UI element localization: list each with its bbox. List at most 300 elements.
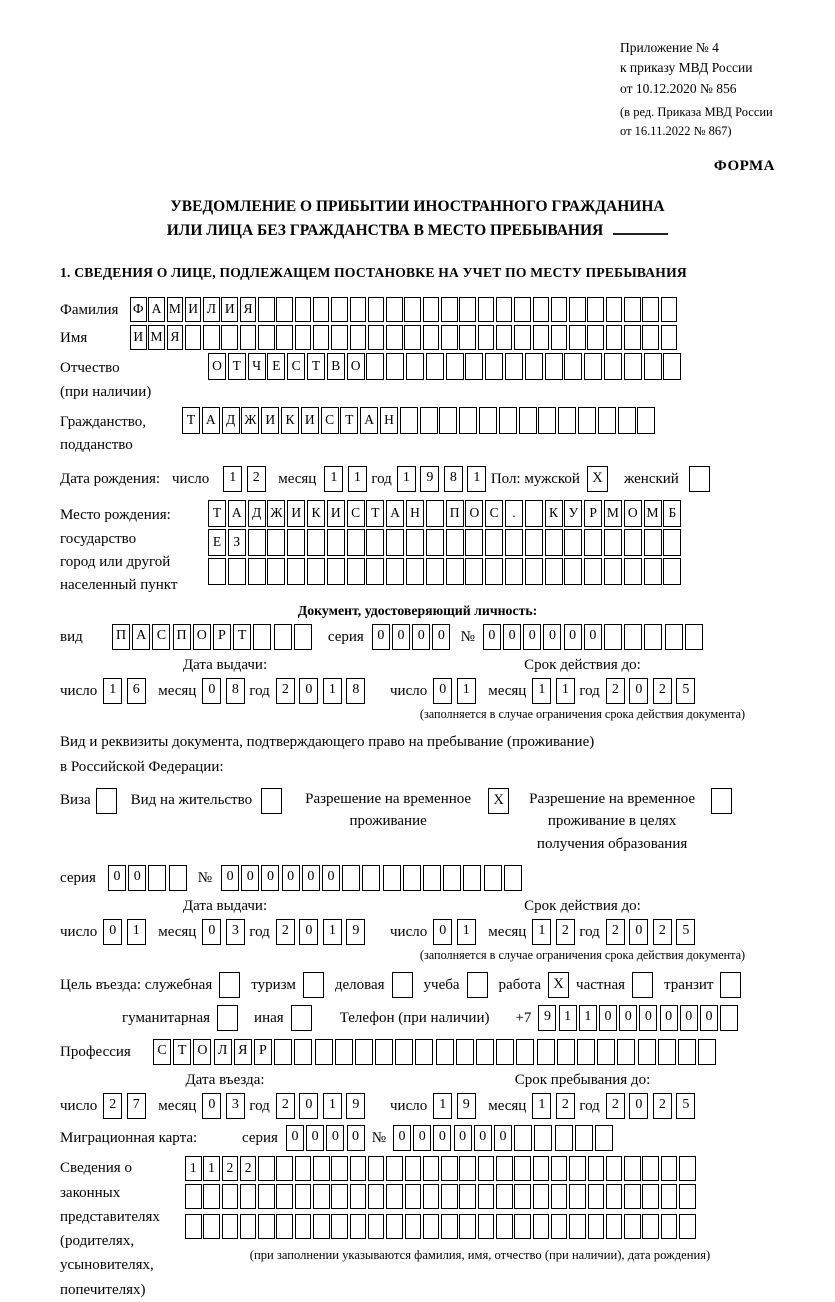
form-cell[interactable] <box>514 1184 531 1209</box>
form-cell[interactable] <box>386 558 404 585</box>
form-cell[interactable]: 1 <box>103 678 122 704</box>
form-cell[interactable]: С <box>485 500 503 527</box>
form-cell[interactable]: 0 <box>543 624 561 650</box>
form-cell[interactable] <box>551 1214 568 1239</box>
form-cell[interactable] <box>185 1214 202 1239</box>
form-cell[interactable] <box>663 558 681 585</box>
form-cell[interactable]: 0 <box>639 1005 657 1031</box>
form-cell[interactable]: Т <box>233 624 251 650</box>
form-cell[interactable]: М <box>604 500 622 527</box>
form-cell[interactable] <box>366 353 384 380</box>
form-cell[interactable]: 1 <box>348 466 367 492</box>
form-cell[interactable] <box>533 1184 550 1209</box>
form-cell[interactable] <box>661 1156 678 1181</box>
form-cell[interactable] <box>423 325 440 350</box>
form-cell[interactable] <box>383 865 401 891</box>
form-cell[interactable] <box>476 1039 494 1065</box>
form-cell[interactable] <box>525 558 543 585</box>
identity-expiry-year-cells[interactable] <box>606 678 700 704</box>
form-cell[interactable]: 6 <box>127 678 146 704</box>
form-cell[interactable] <box>459 297 476 322</box>
form-cell[interactable] <box>604 353 622 380</box>
form-cell[interactable]: 2 <box>653 678 672 704</box>
form-cell[interactable] <box>644 529 662 556</box>
form-cell[interactable] <box>514 1214 531 1239</box>
form-cell[interactable] <box>404 297 421 322</box>
form-cell[interactable] <box>386 529 404 556</box>
form-cell[interactable] <box>446 558 464 585</box>
form-cell[interactable] <box>327 558 345 585</box>
form-cell[interactable]: 1 <box>203 1156 220 1181</box>
form-cell[interactable] <box>564 558 582 585</box>
form-cell[interactable] <box>368 1156 385 1181</box>
residence-issue-month-cells[interactable] <box>202 919 249 945</box>
form-cell[interactable] <box>485 353 503 380</box>
form-cell[interactable] <box>350 1184 367 1209</box>
form-cell[interactable]: 0 <box>483 624 501 650</box>
form-cell[interactable]: 9 <box>346 1093 365 1119</box>
form-cell[interactable] <box>405 1156 422 1181</box>
form-cell[interactable] <box>698 1039 716 1065</box>
form-cell[interactable] <box>642 325 659 350</box>
form-cell[interactable] <box>295 1156 312 1181</box>
form-cell[interactable]: И <box>287 500 305 527</box>
form-cell[interactable] <box>276 1156 293 1181</box>
form-cell[interactable]: Р <box>584 500 602 527</box>
form-cell[interactable]: Б <box>663 500 681 527</box>
form-cell[interactable] <box>169 865 187 891</box>
form-cell[interactable] <box>426 353 444 380</box>
form-cell[interactable] <box>294 624 312 650</box>
entry-day-cells[interactable] <box>103 1093 150 1119</box>
legal-reps-row3-cells[interactable] <box>185 1214 697 1239</box>
form-cell[interactable]: 0 <box>433 1125 451 1151</box>
form-cell[interactable] <box>465 558 483 585</box>
form-cell[interactable]: 0 <box>299 1093 318 1119</box>
form-cell[interactable] <box>287 558 305 585</box>
form-cell[interactable] <box>533 1214 550 1239</box>
identity-issue-year-cells[interactable] <box>276 678 370 704</box>
form-cell[interactable] <box>661 325 678 350</box>
form-cell[interactable] <box>439 407 457 434</box>
form-cell[interactable] <box>584 558 602 585</box>
form-cell[interactable]: О <box>624 500 642 527</box>
residence-expiry-month-cells[interactable] <box>532 919 579 945</box>
form-cell[interactable]: У <box>564 500 582 527</box>
residence-series-cells[interactable] <box>108 865 189 891</box>
form-cell[interactable] <box>505 529 523 556</box>
form-cell[interactable]: 9 <box>457 1093 476 1119</box>
form-cell[interactable]: 0 <box>433 678 452 704</box>
form-cell[interactable]: 0 <box>286 1125 304 1151</box>
form-cell[interactable] <box>441 297 458 322</box>
form-cell[interactable] <box>366 558 384 585</box>
form-cell[interactable]: 0 <box>241 865 259 891</box>
form-cell[interactable]: О <box>193 1039 211 1065</box>
form-cell[interactable]: 0 <box>261 865 279 891</box>
form-cell[interactable] <box>584 529 602 556</box>
purpose-other-checkbox[interactable] <box>291 1005 312 1031</box>
form-cell[interactable] <box>624 297 641 322</box>
citizenship-cells[interactable] <box>182 407 657 434</box>
form-cell[interactable] <box>405 1214 422 1239</box>
form-cell[interactable] <box>642 297 659 322</box>
form-cell[interactable]: П <box>446 500 464 527</box>
form-cell[interactable]: 2 <box>247 466 266 492</box>
form-cell[interactable]: 0 <box>392 624 410 650</box>
purpose-official-checkbox[interactable] <box>219 972 240 998</box>
form-cell[interactable] <box>185 325 202 350</box>
form-cell[interactable] <box>240 325 257 350</box>
form-cell[interactable]: 0 <box>474 1125 492 1151</box>
form-cell[interactable]: Е <box>267 353 285 380</box>
surname-cells[interactable] <box>130 297 679 322</box>
form-cell[interactable] <box>258 1214 275 1239</box>
form-cell[interactable] <box>258 1184 275 1209</box>
doc-kind-cells[interactable] <box>112 624 314 650</box>
birth-place-row2-cells[interactable] <box>208 529 683 556</box>
form-cell[interactable]: 5 <box>676 919 695 945</box>
form-cell[interactable] <box>499 407 517 434</box>
form-cell[interactable] <box>606 297 623 322</box>
form-cell[interactable]: 0 <box>660 1005 678 1031</box>
form-cell[interactable]: 0 <box>108 865 126 891</box>
form-cell[interactable] <box>276 325 293 350</box>
form-cell[interactable] <box>350 1214 367 1239</box>
residence-permit-checkbox[interactable] <box>261 788 282 814</box>
form-cell[interactable]: 0 <box>494 1125 512 1151</box>
form-cell[interactable] <box>148 865 166 891</box>
form-cell[interactable]: 0 <box>322 865 340 891</box>
residence-expiry-year-cells[interactable] <box>606 919 700 945</box>
form-cell[interactable] <box>443 865 461 891</box>
form-cell[interactable]: 9 <box>420 466 439 492</box>
form-cell[interactable] <box>496 1184 513 1209</box>
form-cell[interactable] <box>276 1184 293 1209</box>
form-cell[interactable] <box>368 325 385 350</box>
purpose-work-checkbox[interactable]: X <box>548 972 569 998</box>
form-cell[interactable] <box>368 297 385 322</box>
form-cell[interactable]: С <box>152 624 170 650</box>
birth-year-cells[interactable] <box>397 466 491 492</box>
form-cell[interactable] <box>423 1156 440 1181</box>
form-cell[interactable] <box>248 529 266 556</box>
form-cell[interactable] <box>569 1214 586 1239</box>
form-cell[interactable] <box>342 865 360 891</box>
form-cell[interactable]: 0 <box>202 678 221 704</box>
form-cell[interactable] <box>538 407 556 434</box>
sex-female-checkbox[interactable] <box>689 466 710 492</box>
form-cell[interactable] <box>588 1156 605 1181</box>
form-cell[interactable]: . <box>505 500 523 527</box>
form-cell[interactable] <box>423 1214 440 1239</box>
form-cell[interactable]: А <box>386 500 404 527</box>
form-cell[interactable] <box>362 865 380 891</box>
form-cell[interactable] <box>679 1156 696 1181</box>
form-cell[interactable] <box>406 529 424 556</box>
form-cell[interactable]: А <box>132 624 150 650</box>
form-cell[interactable] <box>185 1184 202 1209</box>
form-cell[interactable] <box>624 558 642 585</box>
form-cell[interactable] <box>545 529 563 556</box>
temp-permit-checkbox[interactable]: X <box>488 788 509 814</box>
form-cell[interactable]: 0 <box>680 1005 698 1031</box>
form-cell[interactable]: 0 <box>454 1125 472 1151</box>
form-cell[interactable]: Л <box>214 1039 232 1065</box>
purpose-tourism-checkbox[interactable] <box>303 972 324 998</box>
migration-number-cells[interactable] <box>393 1125 615 1151</box>
form-cell[interactable] <box>459 1214 476 1239</box>
identity-issue-day-cells[interactable] <box>103 678 150 704</box>
form-cell[interactable] <box>203 325 220 350</box>
visa-checkbox[interactable] <box>96 788 117 814</box>
form-cell[interactable]: Е <box>208 529 226 556</box>
stay-until-day-cells[interactable] <box>433 1093 480 1119</box>
form-cell[interactable] <box>587 325 604 350</box>
form-cell[interactable] <box>415 1039 433 1065</box>
form-cell[interactable] <box>533 325 550 350</box>
form-cell[interactable] <box>644 353 662 380</box>
form-cell[interactable] <box>441 1184 458 1209</box>
form-cell[interactable] <box>679 1184 696 1209</box>
migration-series-cells[interactable] <box>286 1125 367 1151</box>
form-cell[interactable] <box>496 297 513 322</box>
form-cell[interactable] <box>514 325 531 350</box>
form-cell[interactable]: 2 <box>606 678 625 704</box>
residence-issue-year-cells[interactable] <box>276 919 370 945</box>
form-cell[interactable] <box>459 407 477 434</box>
form-cell[interactable]: 0 <box>433 919 452 945</box>
identity-expiry-day-cells[interactable] <box>433 678 480 704</box>
form-cell[interactable] <box>406 558 424 585</box>
form-cell[interactable]: 0 <box>413 1125 431 1151</box>
form-cell[interactable]: 3 <box>226 919 245 945</box>
form-cell[interactable]: Ж <box>241 407 259 434</box>
form-cell[interactable] <box>551 297 568 322</box>
form-cell[interactable] <box>584 353 602 380</box>
form-cell[interactable] <box>355 1039 373 1065</box>
form-cell[interactable]: 0 <box>393 1125 411 1151</box>
form-cell[interactable]: 0 <box>128 865 146 891</box>
form-cell[interactable]: 2 <box>276 678 295 704</box>
form-cell[interactable]: 7 <box>127 1093 146 1119</box>
form-cell[interactable] <box>665 624 683 650</box>
form-cell[interactable]: 8 <box>444 466 463 492</box>
form-cell[interactable]: 0 <box>599 1005 617 1031</box>
form-cell[interactable]: 1 <box>323 1093 342 1119</box>
form-cell[interactable] <box>395 1039 413 1065</box>
form-cell[interactable] <box>551 1156 568 1181</box>
form-cell[interactable] <box>423 865 441 891</box>
form-cell[interactable] <box>478 1214 495 1239</box>
form-cell[interactable] <box>533 297 550 322</box>
form-cell[interactable]: Т <box>208 500 226 527</box>
form-cell[interactable]: 0 <box>584 624 602 650</box>
residence-issue-day-cells[interactable] <box>103 919 150 945</box>
birth-day-cells[interactable] <box>223 466 270 492</box>
temp-permit-edu-checkbox[interactable] <box>711 788 732 814</box>
form-cell[interactable] <box>663 353 681 380</box>
purpose-humanitarian-checkbox[interactable] <box>217 1005 238 1031</box>
form-cell[interactable] <box>350 1156 367 1181</box>
form-cell[interactable]: И <box>327 500 345 527</box>
form-cell[interactable] <box>545 353 563 380</box>
form-cell[interactable] <box>720 1005 738 1031</box>
identity-issue-month-cells[interactable] <box>202 678 249 704</box>
form-cell[interactable] <box>644 558 662 585</box>
form-cell[interactable] <box>637 407 655 434</box>
form-cell[interactable]: 2 <box>653 919 672 945</box>
form-cell[interactable]: А <box>228 500 246 527</box>
form-cell[interactable] <box>485 558 503 585</box>
form-cell[interactable] <box>624 353 642 380</box>
form-cell[interactable] <box>505 353 523 380</box>
form-cell[interactable]: 5 <box>676 678 695 704</box>
form-cell[interactable] <box>679 1214 696 1239</box>
form-cell[interactable]: 2 <box>240 1156 257 1181</box>
form-cell[interactable] <box>624 624 642 650</box>
form-cell[interactable] <box>404 325 421 350</box>
form-cell[interactable] <box>617 1039 635 1065</box>
form-cell[interactable]: И <box>221 297 238 322</box>
form-cell[interactable] <box>276 1214 293 1239</box>
form-cell[interactable] <box>258 297 275 322</box>
purpose-private-checkbox[interactable] <box>632 972 653 998</box>
form-cell[interactable] <box>564 353 582 380</box>
residence-expiry-day-cells[interactable] <box>433 919 480 945</box>
form-cell[interactable] <box>267 529 285 556</box>
doc-series-cells[interactable] <box>372 624 453 650</box>
form-cell[interactable] <box>595 1125 613 1151</box>
form-cell[interactable]: 2 <box>606 919 625 945</box>
form-cell[interactable]: 1 <box>556 678 575 704</box>
form-cell[interactable] <box>642 1156 659 1181</box>
form-cell[interactable] <box>588 1214 605 1239</box>
form-cell[interactable]: 0 <box>347 1125 365 1151</box>
form-cell[interactable]: К <box>545 500 563 527</box>
form-cell[interactable] <box>240 1184 257 1209</box>
form-cell[interactable] <box>545 558 563 585</box>
form-cell[interactable]: 0 <box>306 1125 324 1151</box>
form-cell[interactable] <box>347 558 365 585</box>
form-cell[interactable] <box>274 1039 292 1065</box>
form-cell[interactable] <box>678 1039 696 1065</box>
form-cell[interactable]: З <box>228 529 246 556</box>
form-cell[interactable]: 0 <box>282 865 300 891</box>
form-cell[interactable]: Т <box>182 407 200 434</box>
entry-month-cells[interactable] <box>202 1093 249 1119</box>
purpose-transit-checkbox[interactable] <box>720 972 741 998</box>
form-cell[interactable]: 0 <box>103 919 122 945</box>
form-cell[interactable]: Т <box>228 353 246 380</box>
form-cell[interactable] <box>307 558 325 585</box>
form-cell[interactable] <box>658 1039 676 1065</box>
purpose-business-checkbox[interactable] <box>392 972 413 998</box>
form-cell[interactable]: 0 <box>221 865 239 891</box>
form-cell[interactable] <box>420 407 438 434</box>
form-cell[interactable]: 0 <box>202 1093 221 1119</box>
form-cell[interactable]: А <box>360 407 378 434</box>
form-cell[interactable] <box>327 529 345 556</box>
legal-reps-row1-cells[interactable] <box>185 1156 697 1181</box>
form-cell[interactable]: 1 <box>397 466 416 492</box>
form-cell[interactable] <box>350 325 367 350</box>
form-cell[interactable] <box>606 325 623 350</box>
form-cell[interactable]: О <box>347 353 365 380</box>
form-cell[interactable] <box>533 1156 550 1181</box>
form-cell[interactable]: С <box>287 353 305 380</box>
form-cell[interactable] <box>618 407 636 434</box>
form-cell[interactable]: 2 <box>653 1093 672 1119</box>
form-cell[interactable] <box>606 1214 623 1239</box>
form-cell[interactable] <box>588 1184 605 1209</box>
form-cell[interactable] <box>446 353 464 380</box>
form-cell[interactable] <box>331 325 348 350</box>
form-cell[interactable] <box>248 558 266 585</box>
form-cell[interactable]: К <box>281 407 299 434</box>
form-cell[interactable] <box>406 353 424 380</box>
form-cell[interactable] <box>294 1039 312 1065</box>
birth-place-row3-cells[interactable] <box>208 558 683 585</box>
form-cell[interactable] <box>368 1184 385 1209</box>
form-cell[interactable]: С <box>321 407 339 434</box>
form-cell[interactable]: 2 <box>222 1156 239 1181</box>
form-cell[interactable] <box>569 325 586 350</box>
form-cell[interactable] <box>577 1039 595 1065</box>
form-cell[interactable]: Н <box>380 407 398 434</box>
form-cell[interactable]: М <box>644 500 662 527</box>
form-cell[interactable] <box>569 1184 586 1209</box>
form-cell[interactable] <box>456 1039 474 1065</box>
form-cell[interactable]: Л <box>203 297 220 322</box>
form-cell[interactable] <box>459 1184 476 1209</box>
form-cell[interactable] <box>368 1214 385 1239</box>
form-cell[interactable]: Д <box>222 407 240 434</box>
form-cell[interactable]: 0 <box>700 1005 718 1031</box>
form-cell[interactable]: Т <box>366 500 384 527</box>
form-cell[interactable]: Ж <box>267 500 285 527</box>
form-cell[interactable] <box>274 624 292 650</box>
form-cell[interactable] <box>295 1184 312 1209</box>
form-cell[interactable] <box>624 529 642 556</box>
form-cell[interactable]: 0 <box>564 624 582 650</box>
form-cell[interactable] <box>484 865 502 891</box>
form-cell[interactable]: В <box>327 353 345 380</box>
form-cell[interactable] <box>557 1039 575 1065</box>
form-cell[interactable] <box>331 1184 348 1209</box>
form-cell[interactable] <box>203 1184 220 1209</box>
birth-place-row1-cells[interactable] <box>208 500 683 527</box>
form-cell[interactable] <box>366 529 384 556</box>
form-cell[interactable] <box>485 529 503 556</box>
form-cell[interactable] <box>203 1214 220 1239</box>
form-cell[interactable]: М <box>167 297 184 322</box>
form-cell[interactable]: 1 <box>532 1093 551 1119</box>
form-cell[interactable]: 0 <box>629 1093 648 1119</box>
form-cell[interactable] <box>465 529 483 556</box>
form-cell[interactable] <box>423 297 440 322</box>
stay-until-month-cells[interactable] <box>532 1093 579 1119</box>
form-cell[interactable]: Р <box>254 1039 272 1065</box>
form-cell[interactable] <box>496 1214 513 1239</box>
form-cell[interactable]: К <box>307 500 325 527</box>
form-cell[interactable] <box>505 558 523 585</box>
residence-number-cells[interactable] <box>221 865 524 891</box>
form-cell[interactable] <box>295 1214 312 1239</box>
form-cell[interactable] <box>514 297 531 322</box>
form-cell[interactable] <box>604 624 622 650</box>
form-cell[interactable]: Я <box>234 1039 252 1065</box>
